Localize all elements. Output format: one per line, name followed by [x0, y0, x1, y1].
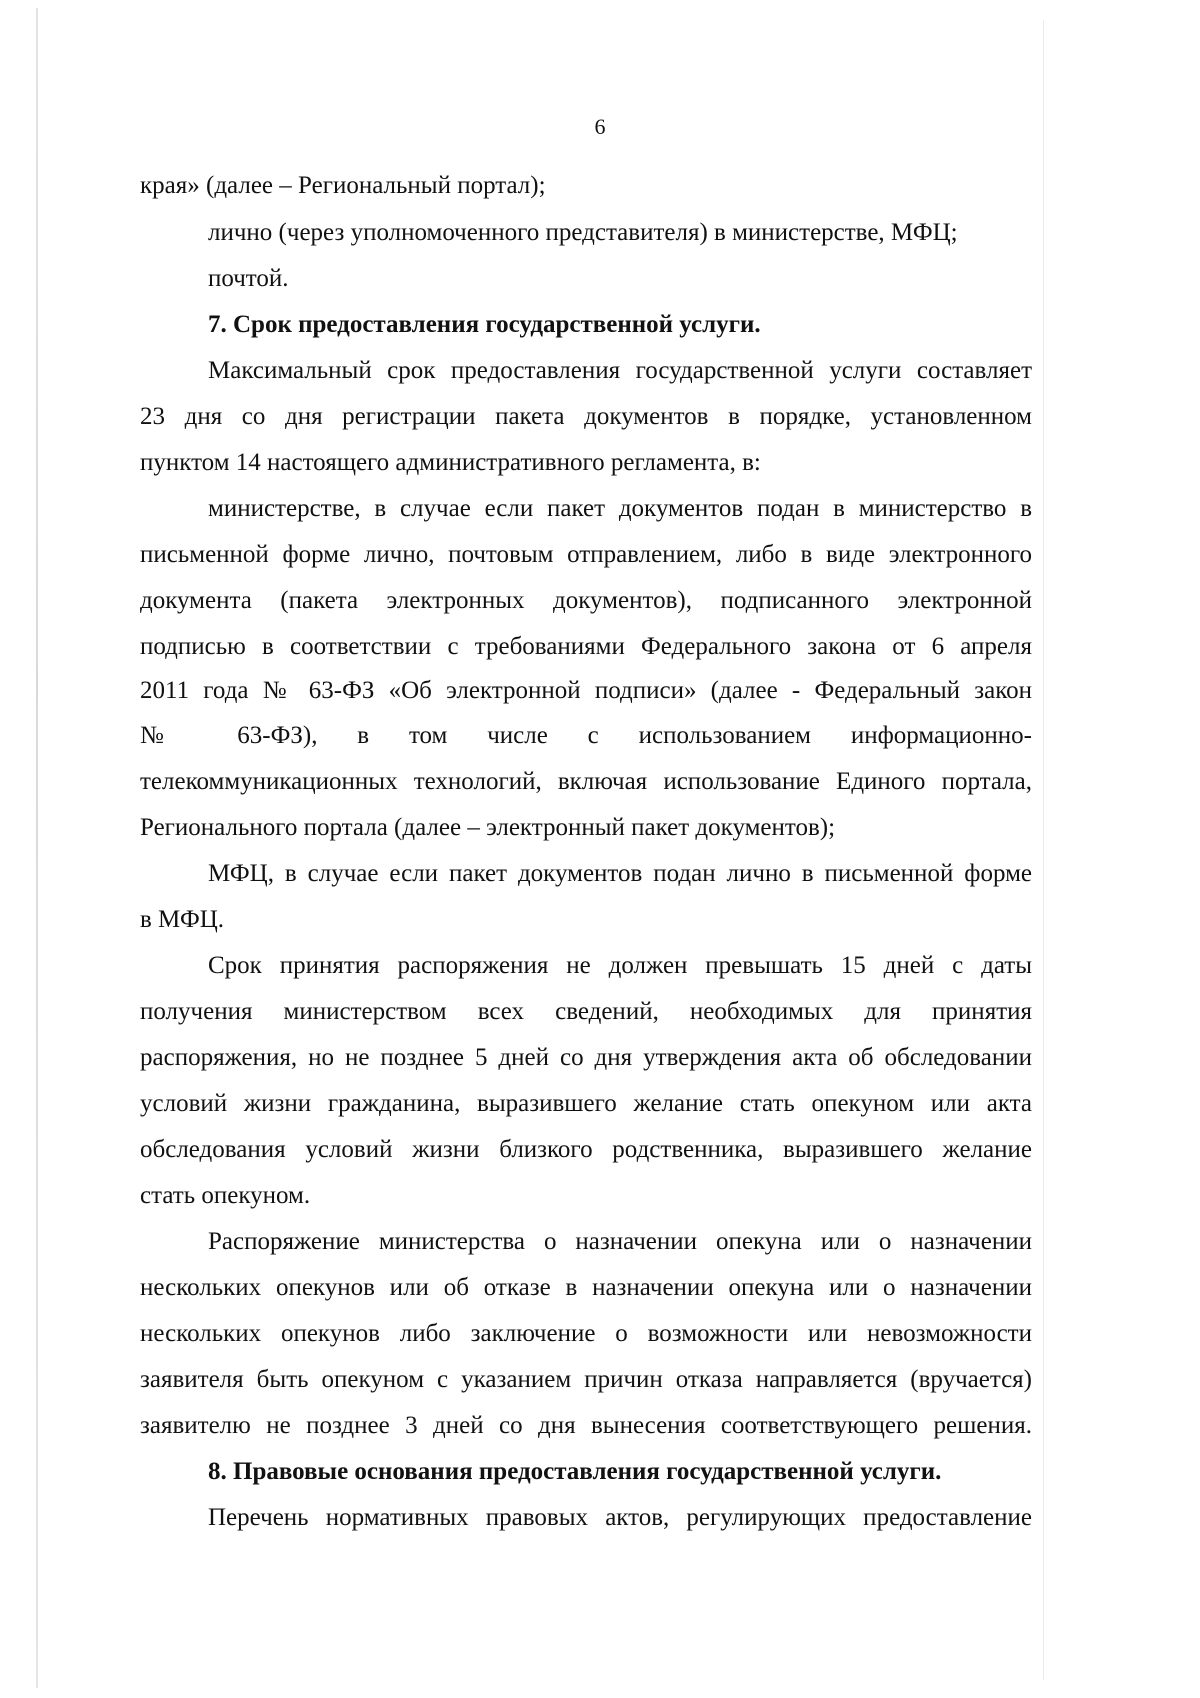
text-line: заявителя быть опекуном с указанием причин отказа направляется (вручается)	[140, 1366, 1032, 1393]
text-line: Распоряжение министерства о назначении опекуна или о назначении	[208, 1228, 1032, 1255]
text-line: условий жизни гражданина, выразившего желание стать опекуном или акта	[140, 1090, 1032, 1117]
text-line: письменной форме лично, почтовым отправлением, либо в виде электронного	[140, 541, 1032, 568]
text-line: распоряжения, но не позднее 5 дней со дня утверждения акта об обследовании	[140, 1044, 1032, 1071]
scan-edge-right	[1043, 20, 1044, 1680]
text-line: Максимальный срок предоставления государственной услуги составляет	[208, 357, 1032, 384]
text-line: подписью в соответствии с требованиями Федерального закона от 6 апреля	[140, 633, 1032, 660]
text-line: телекоммуникационных технологий, включая использование Единого портала,	[140, 768, 1032, 795]
scan-edge-left	[36, 8, 38, 1688]
text-line: края» (далее – Региональный портал);	[140, 172, 546, 199]
section-heading: 7. Срок предоставления государственной услуги.	[208, 311, 761, 338]
text-line: документа (пакета электронных документов), подписанного электронной	[140, 587, 1032, 614]
text-line: Срок принятия распоряжения не должен превышать 15 дней с даты	[208, 952, 1032, 979]
text-line: нескольких опекунов либо заключение о возможности или невозможности	[140, 1320, 1032, 1347]
text-line: заявителю не позднее 3 дней со дня вынесения соответствующего решения.	[140, 1412, 1032, 1439]
text-line: лично (через уполномоченного представителя) в министерстве, МФЦ;	[208, 219, 958, 246]
text-line: нескольких опекунов или об отказе в назначении опекуна или о назначении	[140, 1274, 1032, 1301]
text-line: № 63-ФЗ), в том числе с использованием информационно-	[140, 722, 1032, 749]
text-line: в МФЦ.	[140, 906, 225, 933]
text-line: 2011 года № 63-ФЗ «Об электронной подписи» (далее - Федеральный закон	[140, 677, 1032, 704]
text-line: получения министерством всех сведений, необходимых для принятия	[140, 998, 1032, 1025]
text-line: Перечень нормативных правовых актов, регулирующих предоставление	[208, 1504, 1032, 1531]
text-line: пунктом 14 настоящего административного регламента, в:	[140, 449, 761, 476]
page-number: 6	[594, 114, 606, 139]
text-line: 23 дня со дня регистрации пакета документов в порядке, установленном	[140, 403, 1032, 430]
text-line: почтой.	[208, 265, 289, 292]
text-line: министерстве, в случае если пакет документов подан в министерство в	[208, 495, 1032, 522]
text-line: Регионального портала (далее – электронный пакет документов);	[140, 814, 836, 841]
text-line: МФЦ, в случае если пакет документов подан лично в письменной форме	[208, 860, 1032, 887]
text-line: обследования условий жизни близкого родственника, выразившего желание	[140, 1136, 1032, 1163]
text-line: стать опекуном.	[140, 1182, 311, 1209]
section-heading: 8. Правовые основания предоставления государственной услуги.	[208, 1458, 942, 1485]
